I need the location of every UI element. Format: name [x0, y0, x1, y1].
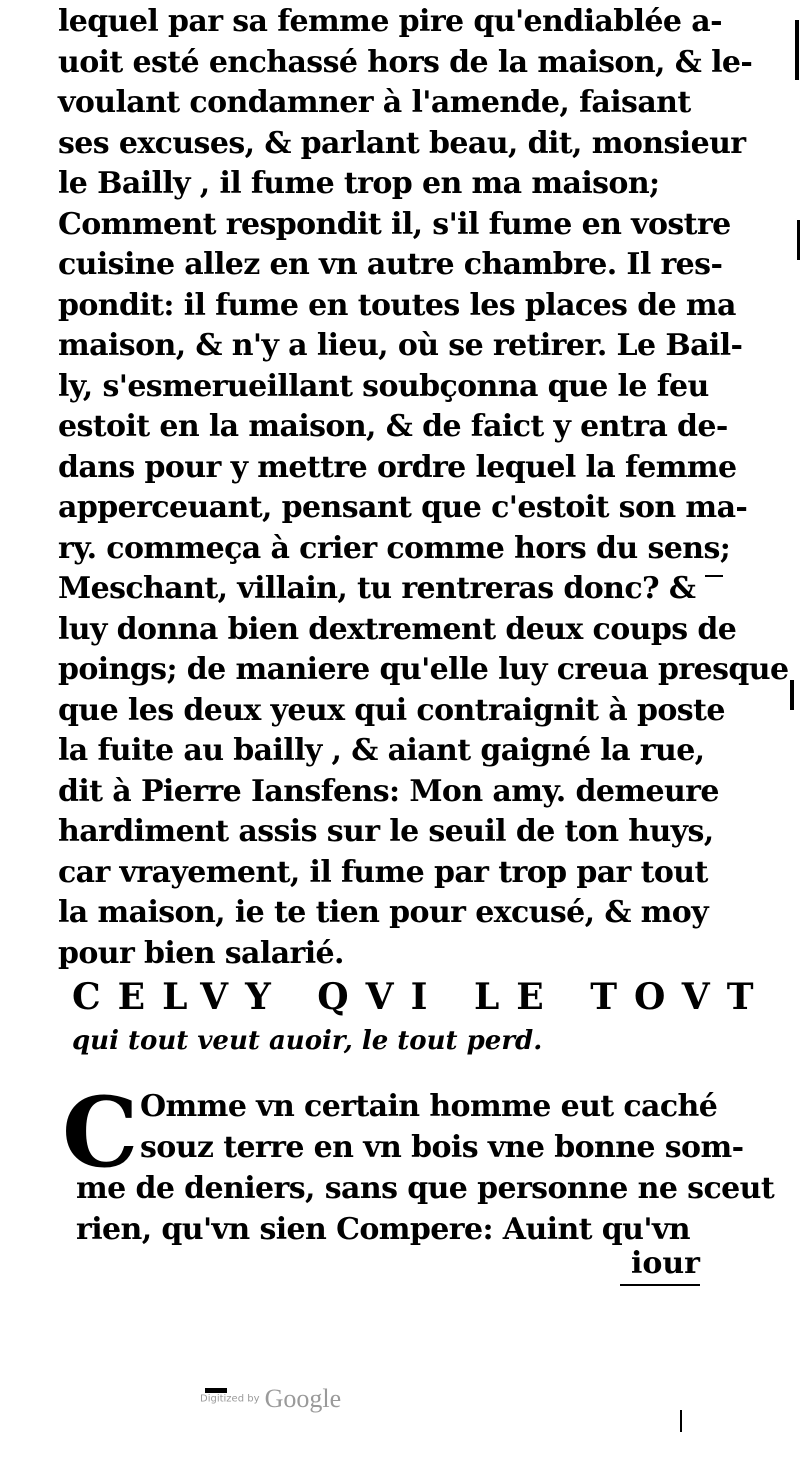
text-line: me de deniers, sans que personne ne sceut	[76, 1171, 775, 1206]
page-edge-mark	[205, 1388, 227, 1393]
text-line: ses excuses, & parlant beau, dit, monsieur	[58, 125, 746, 161]
text-line: pondit: il fume en toutes les places de ma	[58, 287, 736, 323]
text-line: car vrayement, il fume par trop par tout	[58, 854, 708, 890]
text-line: que les deux yeux qui contraignit à poste	[58, 692, 725, 728]
digitized-watermark	[200, 1384, 460, 1420]
text-line: ry. commeça à crier comme hors du sens;	[58, 530, 731, 566]
text-line: Omme vn certain homme eut caché	[140, 1089, 718, 1124]
text-line: souz terre en vn bois vne bonne som-	[140, 1130, 744, 1165]
page-edge-mark	[790, 680, 794, 710]
page-edge-mark	[680, 1410, 682, 1432]
text-line: la maison, ie te tien pour excusé, & moy	[58, 895, 709, 930]
text-line: la fuite au bailly , & aiant gaigné la rue,	[58, 733, 705, 768]
text-line: hardiment assis sur le seuil de ton huys,	[58, 814, 714, 849]
body-paragraph	[58, 2, 789, 974]
section-subheading: qui tout veut auoir, le tout perd.	[72, 1026, 543, 1056]
text-line: dans pour y mettre ordre lequel la femme	[58, 449, 737, 485]
text-line: dit à Pierre Iansfens: Mon amy. demeure	[58, 773, 719, 809]
drop-cap: C	[62, 1076, 139, 1189]
text-line: apperceuant, pensant que c'estoit son ma-	[58, 490, 748, 525]
page-edge-mark	[795, 20, 799, 80]
text-line: poings; de maniere qu'elle luy creua presque	[58, 652, 789, 687]
page-edge-mark	[797, 220, 800, 260]
text-line: lequel par sa femme pire qu'endiablée a-	[58, 4, 722, 39]
text-line: estoit en la maison, & de faict y entra de-	[58, 409, 728, 444]
text-line: luy donna bien dextrement deux coups de	[58, 611, 737, 647]
text-line: voulant condamner à l'amende, faisant	[58, 85, 691, 120]
text-line: cuisine allez en vn autre chambre. Il res-	[58, 247, 723, 282]
watermark-logo-text: Google	[264, 1384, 342, 1413]
watermark-small-text: Digitized by	[200, 1393, 260, 1405]
text-line: Meschant, villain, tu rentreras donc? &	[58, 571, 696, 606]
catchword: iour	[620, 1244, 700, 1286]
text-line: pour bien salarié.	[58, 935, 344, 971]
text-line: Comment respondit il, s'il fume en vostre	[58, 206, 731, 242]
section-heading: CELVY QVI LE TOVT	[72, 976, 771, 1018]
text-line: le Bailly , il fume trop en ma maison;	[58, 166, 660, 201]
text-line: maison, & n'y a lieu, où se retirer. Le Bail-	[58, 328, 743, 363]
second-paragraph	[76, 1086, 775, 1250]
text-line: ly, s'esmerueillant soubçonna que le feu	[58, 368, 709, 404]
text-line: rien, qu'vn sien Compere: Auint qu'vn	[76, 1212, 690, 1247]
page-edge-mark	[705, 575, 723, 577]
text-line: uoit esté enchassé hors de la maison, & le-	[58, 44, 753, 80]
